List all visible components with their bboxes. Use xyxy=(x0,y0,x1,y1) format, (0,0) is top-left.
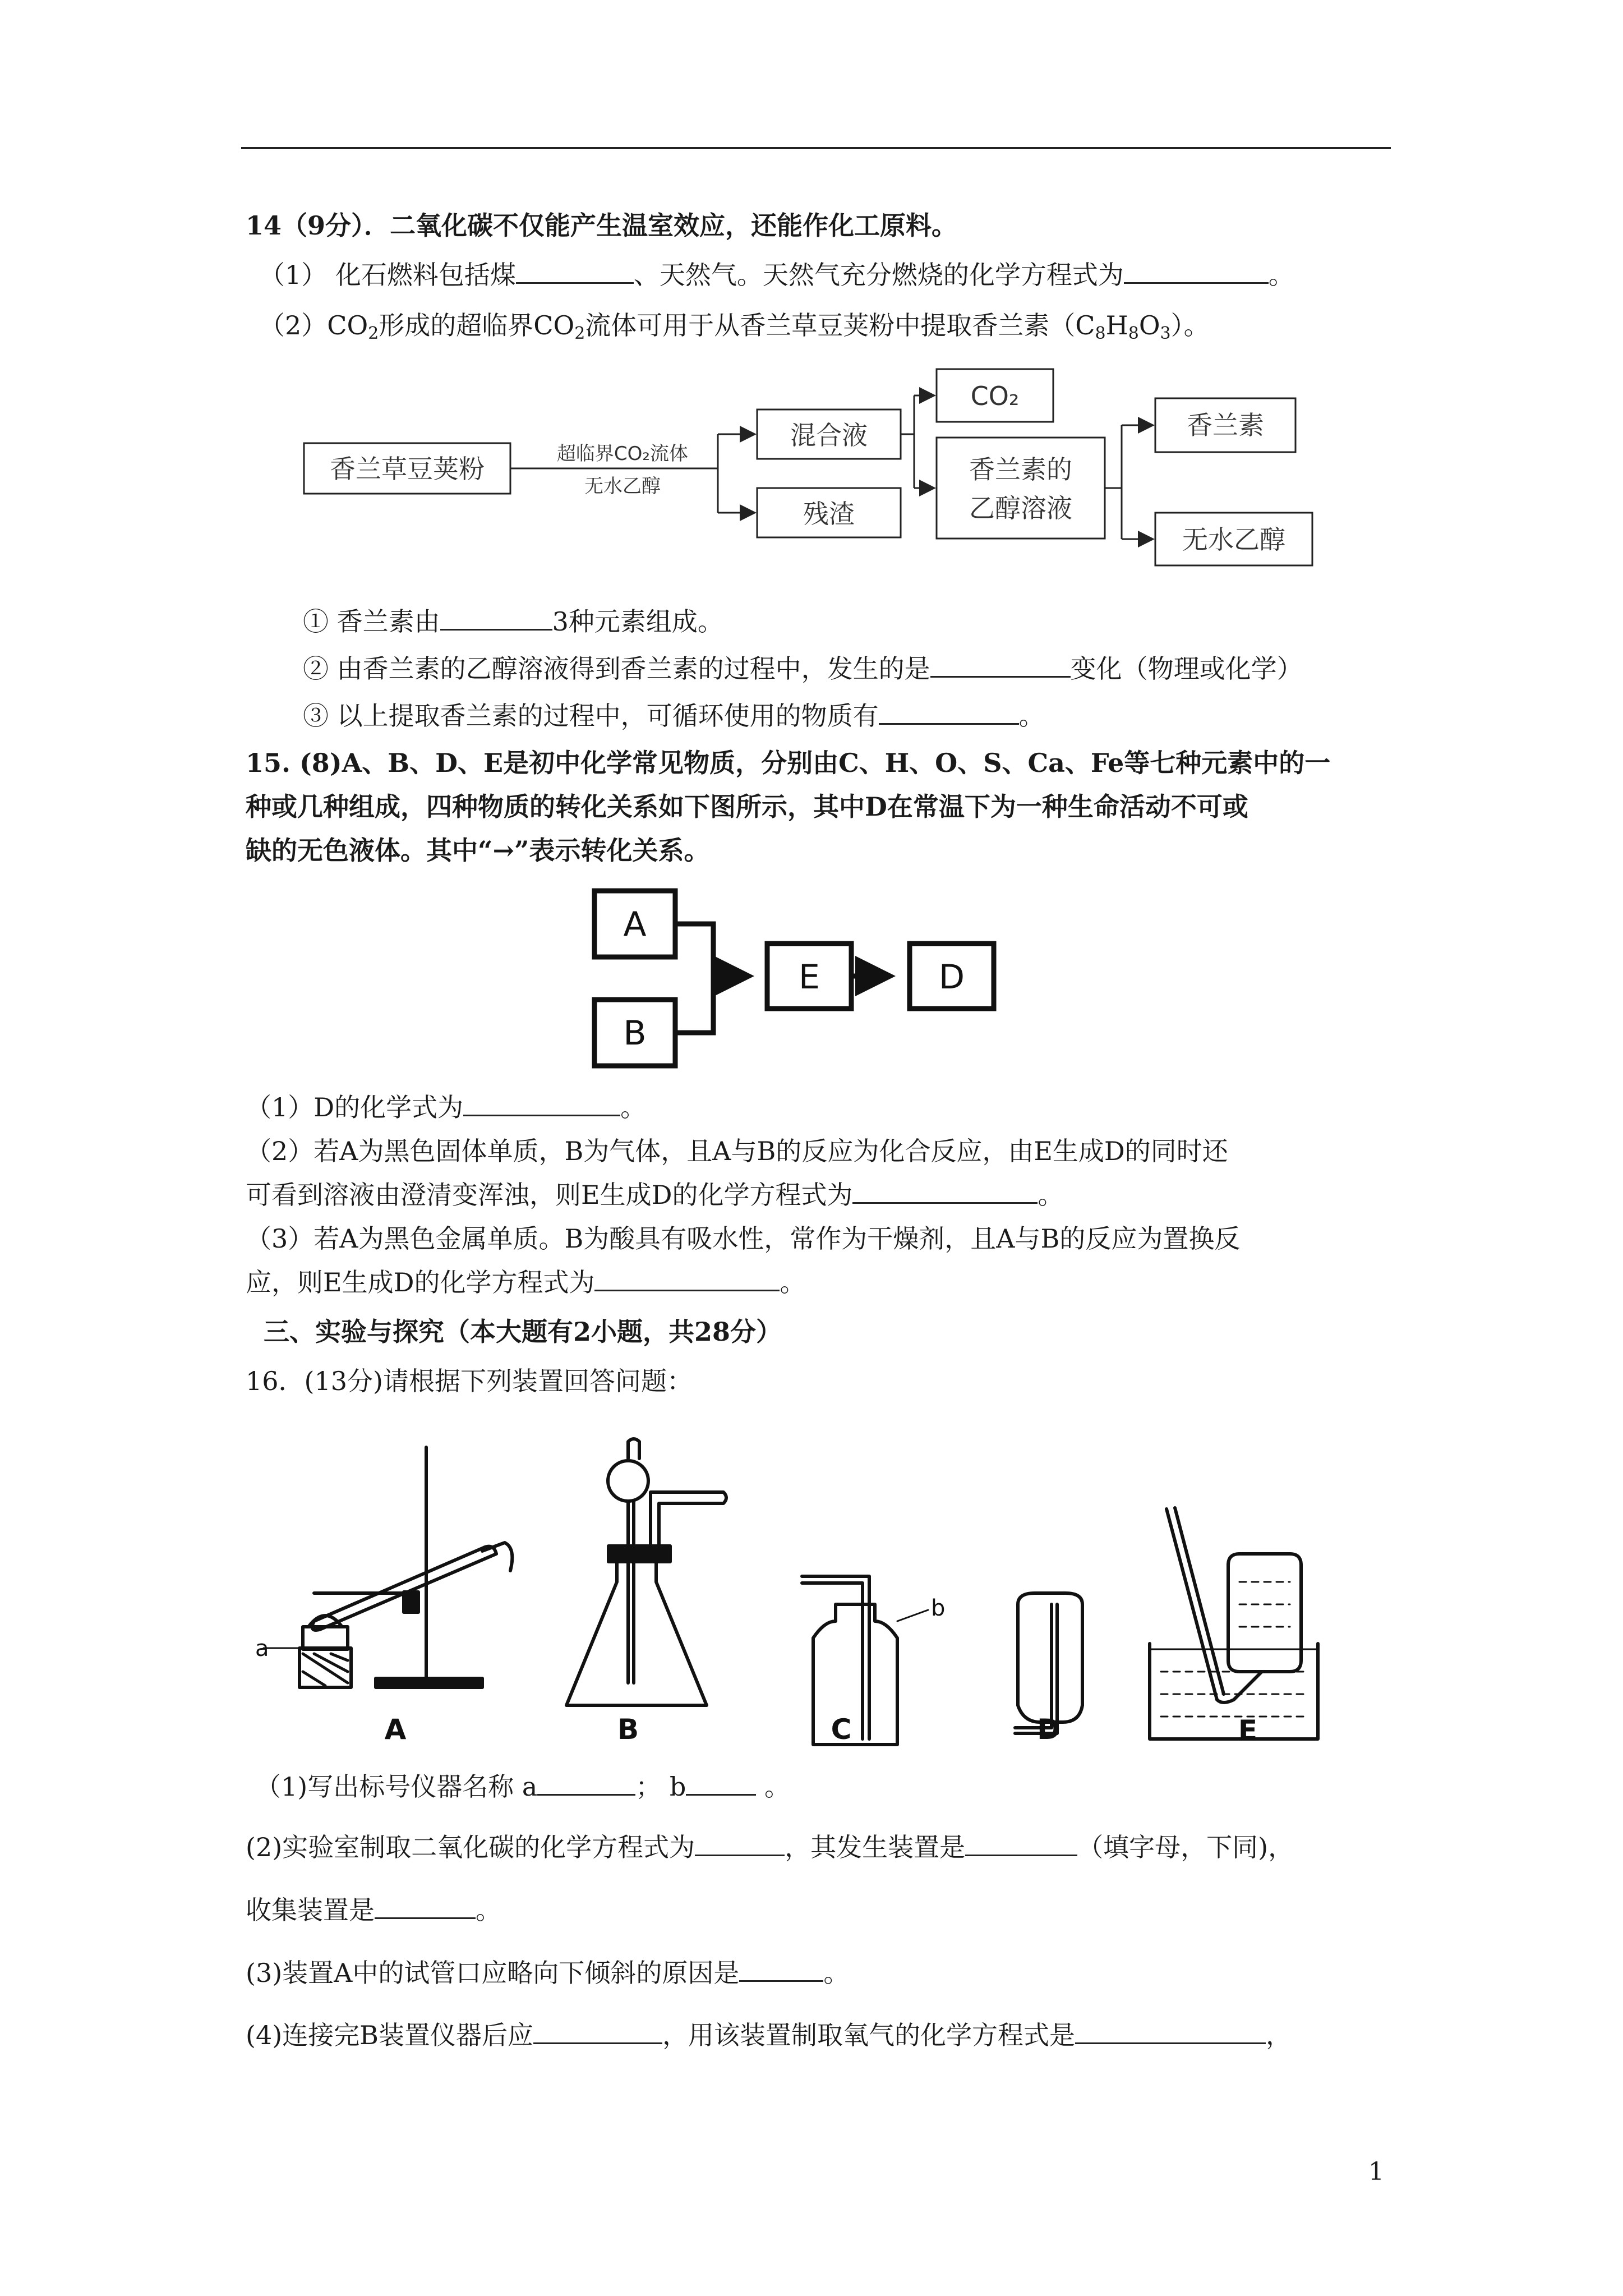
q16-part4: (4)连接完B装置仪器后应 ，用该装置制取氧气的化学方程式是 ， xyxy=(246,2020,1292,2050)
apparatus-label-c: C xyxy=(831,1713,852,1746)
flow-co2-label: CO₂ xyxy=(970,381,1020,411)
q16-part2-line1: (2)实验室制取二氧化碳的化学方程式为 ，其发生装置是 （填字母，下同)， xyxy=(246,1832,1294,1862)
answer-blank[interactable] xyxy=(463,1092,620,1116)
apparatus-b xyxy=(566,1439,726,1705)
answer-blank[interactable] xyxy=(375,1895,476,1919)
flow-condition-2: 无水乙醇 xyxy=(584,475,661,498)
label-d: D xyxy=(938,958,965,997)
q14-sub1: ① 香兰素由 3种元素组成。 xyxy=(303,606,723,637)
q15-part3-line2: 应，则E生成D的化学方程式为 。 xyxy=(246,1267,806,1297)
q15-part2-line2: 可看到溶液由澄清变浑浊，则E生成D的化学方程式为 。 xyxy=(246,1180,1064,1210)
q14-sub3: ③ 以上提取香兰素的过程中，可循环使用的物质有 。 xyxy=(303,701,1045,731)
answer-blank[interactable] xyxy=(594,1267,780,1291)
q14-part1: （1） 化石燃料包括煤 、天然气。天然气充分燃烧的化学方程式为 。 xyxy=(259,260,1294,290)
flow-mixture-label: 混合液 xyxy=(790,420,868,450)
apparatus-c xyxy=(802,1576,928,1745)
flow-box-solution xyxy=(937,438,1105,539)
apparatus-label-b: B xyxy=(617,1713,639,1746)
flow-start-label: 香兰草豆荚粉 xyxy=(330,454,485,484)
flow-condition-1: 超临界CO₂流体 xyxy=(556,443,689,465)
answer-blank[interactable] xyxy=(739,1958,823,1982)
vanillin-extraction-flowchart xyxy=(292,359,1357,572)
mark-a-label: a xyxy=(255,1636,269,1662)
lab-apparatus-figure xyxy=(241,1436,1363,1750)
answer-blank[interactable] xyxy=(440,606,552,631)
label-b: B xyxy=(623,1014,647,1053)
answer-blank[interactable] xyxy=(1124,260,1269,284)
answer-blank[interactable] xyxy=(695,1832,785,1856)
answer-blank[interactable] xyxy=(516,260,634,284)
answer-blank[interactable] xyxy=(537,1772,635,1796)
q15-part1: （1）D的化学式为 。 xyxy=(246,1092,647,1122)
label-e: E xyxy=(799,958,820,997)
answer-blank[interactable] xyxy=(930,654,1071,678)
flow-ethanol-label: 无水乙醇 xyxy=(1182,524,1285,555)
flow-solution-label-2: 乙醇溶液 xyxy=(969,493,1072,523)
answer-blank[interactable] xyxy=(879,701,1019,725)
q14-part2: $(2)CO_2$形成的超临界$CO_2$流体可用于从香兰草豆荚粉中提取香兰素$(C_8H_8O_3)$。 xyxy=(259,310,1210,343)
q16-title: 16．(13分)请根据下列装置回答问题： xyxy=(246,1366,693,1396)
header-rule xyxy=(241,147,1391,149)
conversion-diagram xyxy=(583,881,998,1071)
q16-part2-line2: 收集装置是 。 xyxy=(246,1895,501,1925)
flow-solution-label-1: 香兰素的 xyxy=(969,454,1072,485)
q16-part3: (3)装置A中的试管口应略向下倾斜的原因是 。 xyxy=(246,1958,850,1988)
mark-b-label: b xyxy=(931,1595,946,1621)
label-a: A xyxy=(623,905,647,944)
apparatus-label-e: E xyxy=(1238,1714,1258,1747)
answer-blank[interactable] xyxy=(686,1772,756,1796)
apparatus-a xyxy=(264,1447,512,1687)
q16-part1: （1)写出标号仪器名称 a ； b 。 xyxy=(255,1772,790,1802)
q14-title: 14（9分）．二氧化碳不仅能产生温室效应，还能作化工原料。 xyxy=(246,210,958,241)
apparatus-label-a: A xyxy=(384,1713,407,1746)
q15-stem-line2: 种或几种组成，四种物质的转化关系如下图所示，其中D在常温下为一种生命活动不可或 xyxy=(246,792,1248,822)
apparatus-e xyxy=(1150,1508,1318,1739)
q14-sub2: ② 由香兰素的乙醇溶液得到香兰素的过程中，发生的是 变化（物理或化学） xyxy=(303,654,1303,684)
answer-blank[interactable] xyxy=(852,1180,1038,1204)
q15-stem-line3: 缺的无色液体。其中“→”表示转化关系。 xyxy=(246,835,710,866)
answer-blank[interactable] xyxy=(533,2020,662,2044)
page-number: 1 xyxy=(1368,2157,1384,2186)
answer-blank[interactable] xyxy=(1075,2020,1266,2044)
apparatus-label-d: D xyxy=(1037,1713,1061,1746)
answer-blank[interactable] xyxy=(965,1832,1077,1856)
section-3-heading: 三、实验与探究（本大题有2小题，共28分） xyxy=(264,1317,782,1347)
q15-part3-line1: （3）若A为黑色金属单质。B为酸具有吸水性，常作为干燥剂，且A与B的反应为置换反 xyxy=(246,1223,1241,1254)
q15-part2-line1: （2）若A为黑色固体单质，B为气体，且A与B的反应为化合反应，由E生成D的同时还 xyxy=(246,1136,1228,1166)
q15-stem-line1: 15. (8)A、B、D、E是初中化学常见物质，分别由C、H、O、S、Ca、Fe等七种元素中的一 xyxy=(246,748,1331,778)
flow-vanillin-label: 香兰素 xyxy=(1187,410,1264,440)
apparatus-d xyxy=(1015,1593,1082,1733)
flow-residue-label: 残渣 xyxy=(803,499,855,529)
